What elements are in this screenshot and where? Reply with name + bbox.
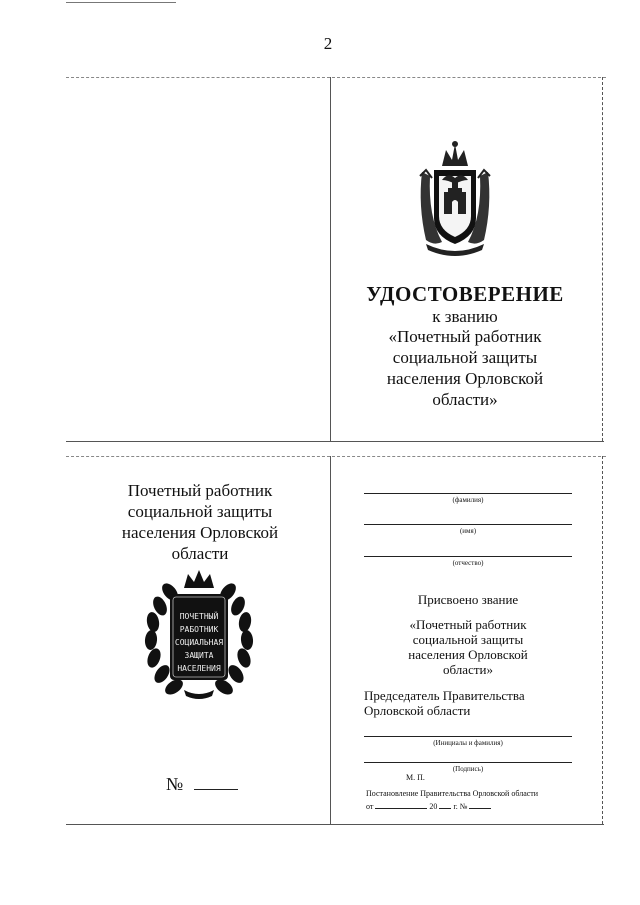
awarded-rank-line: области»	[443, 662, 493, 677]
certificate-number	[166, 774, 238, 795]
cover-rank-line: «Почетный работник	[388, 327, 542, 346]
inside-title	[70, 480, 330, 564]
date-year-label: 20	[429, 802, 438, 811]
top-rule	[66, 2, 176, 3]
initials-caption: (Инициалы и фамилия)	[433, 739, 503, 747]
top-fold-line	[330, 77, 331, 441]
initials-line	[364, 736, 572, 737]
date-number-label: №	[459, 802, 468, 811]
badge-text-line: НАСЕЛЕНИЯ	[177, 664, 221, 673]
cover-title: УДОСТОВЕРЕНИЕ	[366, 282, 564, 306]
date-from-label: от	[366, 802, 374, 811]
date-year-blank	[439, 808, 451, 809]
bottom-right-edge	[602, 456, 603, 824]
chairman-title	[364, 688, 574, 718]
inside-title-line: Почетный работник	[127, 481, 273, 500]
page-number: 2	[323, 34, 333, 53]
bottom-cut-line	[66, 824, 604, 825]
cover-rank-line: населения Орловской	[386, 369, 544, 388]
date-number-blank	[469, 808, 491, 809]
surname-line	[364, 493, 572, 494]
signature-line	[364, 762, 572, 763]
stamp-label: М. П.	[406, 773, 425, 782]
bottom-top-cut-line	[66, 456, 606, 457]
inside-title-line: области	[171, 544, 229, 563]
awarded-label: Присвоено звание	[417, 592, 519, 607]
resolution-label: Постановление Правительства Орловской области	[366, 789, 539, 798]
cover-rank-line: социальной защиты	[392, 348, 538, 367]
awarded-rank-line: социальной защиты	[412, 632, 524, 647]
bottom-fold-line	[330, 456, 331, 824]
chairman-line: Орловской области	[364, 703, 471, 718]
inside-title-line: социальной защиты	[127, 502, 273, 521]
inside-title-line: населения Орловской	[121, 523, 279, 542]
resolution-date	[366, 802, 596, 811]
top-right-edge	[602, 77, 603, 441]
badge-text-line: СОЦИАЛЬНАЯ	[174, 638, 224, 647]
badge-text-line: РАБОТНИК	[179, 625, 219, 634]
chairman-line: Председатель Правительства	[364, 688, 525, 703]
coat-of-arms-icon	[412, 136, 498, 256]
cover-subtitle: к званию	[432, 307, 498, 326]
awarded-rank-line: населения Орловской	[408, 647, 528, 662]
name-line	[364, 524, 572, 525]
honor-badge	[140, 566, 258, 700]
cover-rank-title	[340, 326, 590, 410]
date-day-blank	[375, 808, 427, 809]
number-label: №	[166, 774, 184, 794]
badge-text-line: ПОЧЕТНЫЙ	[179, 612, 219, 621]
badge-text-line: ЗАЩИТА	[184, 651, 214, 660]
signature-caption: (Подпись)	[452, 765, 484, 773]
patronymic-line	[364, 556, 572, 557]
name-caption: (имя)	[459, 527, 477, 535]
number-blank	[194, 789, 238, 790]
top-cut-line	[66, 77, 606, 78]
badge-text	[170, 610, 228, 675]
surname-caption: (фамилия)	[452, 496, 484, 504]
date-year-suffix: г.	[453, 802, 458, 811]
awarded-rank-line: «Почетный работник	[409, 617, 527, 632]
awarded-rank	[364, 617, 572, 677]
cover-rank-line: области»	[432, 390, 498, 409]
patronymic-caption: (отчество)	[452, 559, 484, 567]
middle-cut-line	[66, 441, 604, 442]
